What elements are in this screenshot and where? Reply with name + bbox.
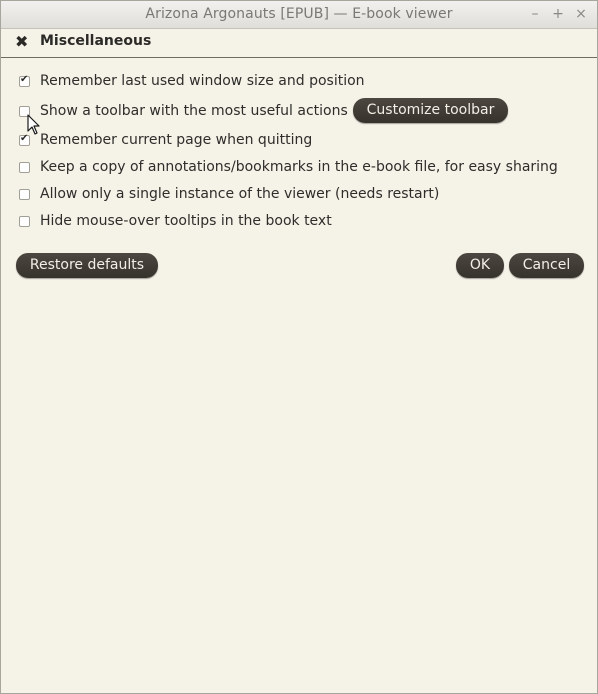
- checkbox-remember-current-page[interactable]: [19, 135, 30, 146]
- checkbox-single-instance[interactable]: [19, 189, 30, 200]
- cancel-button[interactable]: Cancel: [509, 253, 584, 278]
- close-icon[interactable]: ✖: [15, 32, 29, 51]
- option-keep-annotations-copy[interactable]: [19, 158, 558, 176]
- section-title: Miscellaneous: [40, 33, 152, 49]
- checkbox-remember-window-size[interactable]: [19, 76, 30, 87]
- option-label: Allow only a single instance of the viewer (needs restart): [40, 186, 440, 202]
- window-close-button[interactable]: ×: [575, 6, 587, 22]
- mouse-pointer-icon: [27, 114, 41, 136]
- option-label: Keep a copy of annotations/bookmarks in the e-book file, for easy sharing: [40, 159, 558, 175]
- option-hide-tooltips[interactable]: [19, 212, 332, 230]
- option-show-toolbar[interactable]: [19, 102, 348, 120]
- option-remember-current-page[interactable]: [19, 131, 312, 149]
- option-label: Remember last used window size and position: [40, 73, 365, 89]
- restore-defaults-button[interactable]: Restore defaults: [16, 253, 158, 278]
- option-label: Hide mouse-over tooltips in the book text: [40, 213, 332, 229]
- option-label: Remember current page when quitting: [40, 132, 313, 148]
- window-title: Arizona Argonauts [EPUB] — E-book viewer: [145, 6, 453, 22]
- checkbox-keep-annotations-copy[interactable]: [19, 162, 30, 173]
- option-remember-window-size[interactable]: [19, 72, 365, 90]
- option-label: Show a toolbar with the most useful actions: [40, 103, 348, 119]
- minimize-button[interactable]: –: [531, 6, 539, 22]
- customize-toolbar-button[interactable]: Customize toolbar: [353, 98, 508, 123]
- ok-button[interactable]: OK: [456, 253, 504, 278]
- option-single-instance[interactable]: [19, 185, 439, 203]
- checkbox-hide-tooltips[interactable]: [19, 216, 30, 227]
- section-header: [1, 29, 597, 58]
- title-bar[interactable]: [1, 1, 597, 29]
- maximize-button[interactable]: +: [552, 6, 564, 22]
